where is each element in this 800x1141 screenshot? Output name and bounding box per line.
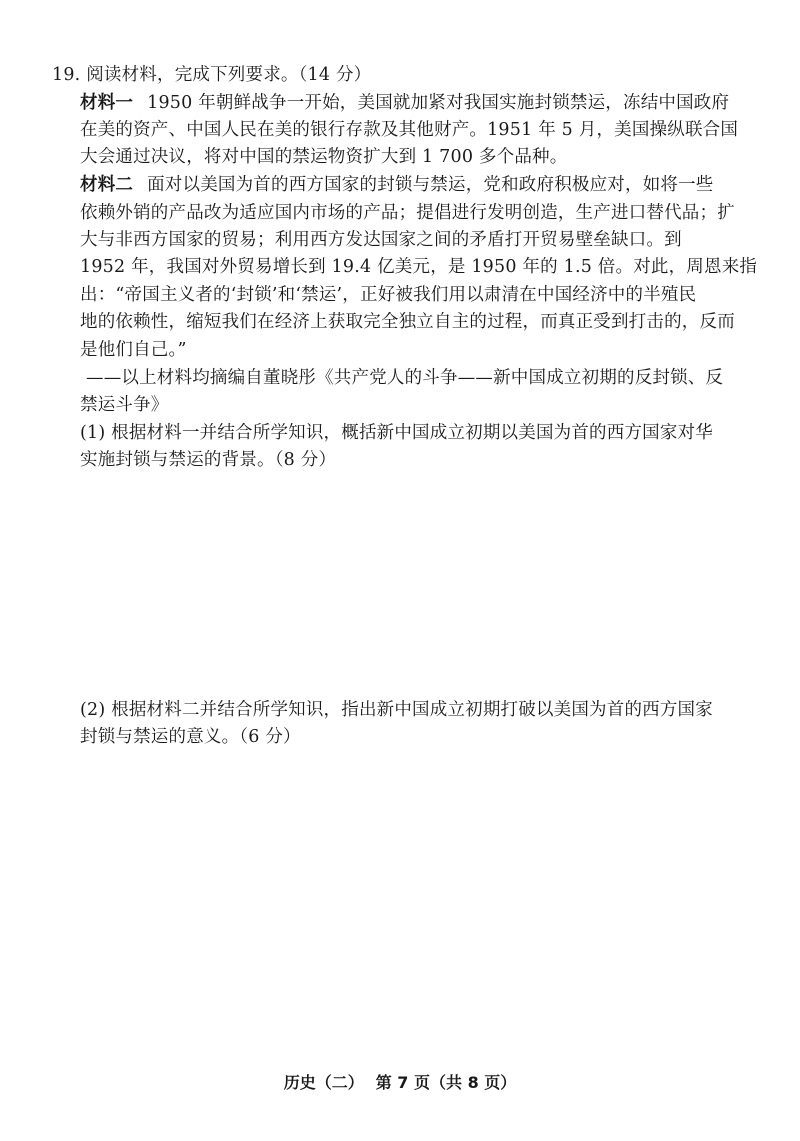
answer-area-1[interactable] — [80, 480, 750, 690]
material-two-line-7: 是他们自己。” — [80, 340, 187, 360]
footer-page-number: 第 7 页（共 8 页） — [375, 1073, 517, 1092]
footer-subject: 历史（二） — [283, 1073, 364, 1092]
material-two-label: 材料二 — [80, 175, 134, 195]
material-two-line-3: 大与非西方国家的贸易；利用西方发达国家之间的矛盾打开贸易壁垒缺口。到 — [80, 230, 682, 250]
material-two-line-5: 出：“帝国主义者的‘封锁’和‘禁运’，正好被我们用以肃清在中国经济中的半殖民 — [80, 285, 697, 305]
sub-question-1-line-2: 实施封锁与禁运的背景。（8 分） — [80, 450, 337, 470]
page-footer — [0, 1072, 800, 1094]
material-two-line-6: 地的依赖性，缩短我们在经济上获取完全独立自主的过程，而真正受到打击的，反而 — [80, 312, 735, 332]
material-two-line-2: 依赖外销的产品改为适应国内市场的产品；提倡进行发明创造，生产进口替代品；扩 — [80, 203, 735, 223]
material-two-text-1: 面对以美国为首的西方国家的封锁与禁运，党和政府积极应对，如将一些 — [147, 175, 714, 195]
answer-area-2[interactable] — [80, 760, 750, 1050]
material-one-line-3: 大会通过决议，将对中国的禁运物资扩大到 1 700 多个品种。 — [80, 147, 568, 167]
material-one-text-1: 1950 年朝鲜战争一开始，美国就加紧对我国实施封锁禁运，冻结中国政府 — [147, 93, 730, 113]
sub-question-2-line-1: (2) 根据材料二并结合所学知识，指出新中国成立初期打破以美国为首的西方国家 — [80, 700, 713, 720]
material-one-line-2: 在美的资产、中国人民在美的银行存款及其他财产。1951 年 5 月，美国操纵联合国 — [80, 120, 739, 140]
material-two-line-4: 1952 年，我国对外贸易增长到 19.4 亿美元，是 1950 年的 1.5 倍。对此，周恩来指 — [80, 257, 758, 277]
source-line-1: ——以上材料均摘编自董晓彤《共产党人的斗争——新中国成立初期的反封锁、反 — [86, 368, 724, 388]
sub-question-1-line-1: (1) 根据材料一并结合所学知识，概括新中国成立初期以美国为首的西方国家对华 — [80, 423, 713, 443]
source-line-2: 禁运斗争》 — [80, 395, 169, 415]
question-title: 19. 阅读材料，完成下列要求。（14 分） — [52, 65, 372, 85]
material-one-label: 材料一 — [80, 93, 134, 113]
sub-question-2-line-2: 封锁与禁运的意义。（6 分） — [80, 727, 301, 747]
material-two-line-1 — [80, 172, 714, 198]
material-one-line-1 — [80, 90, 752, 116]
